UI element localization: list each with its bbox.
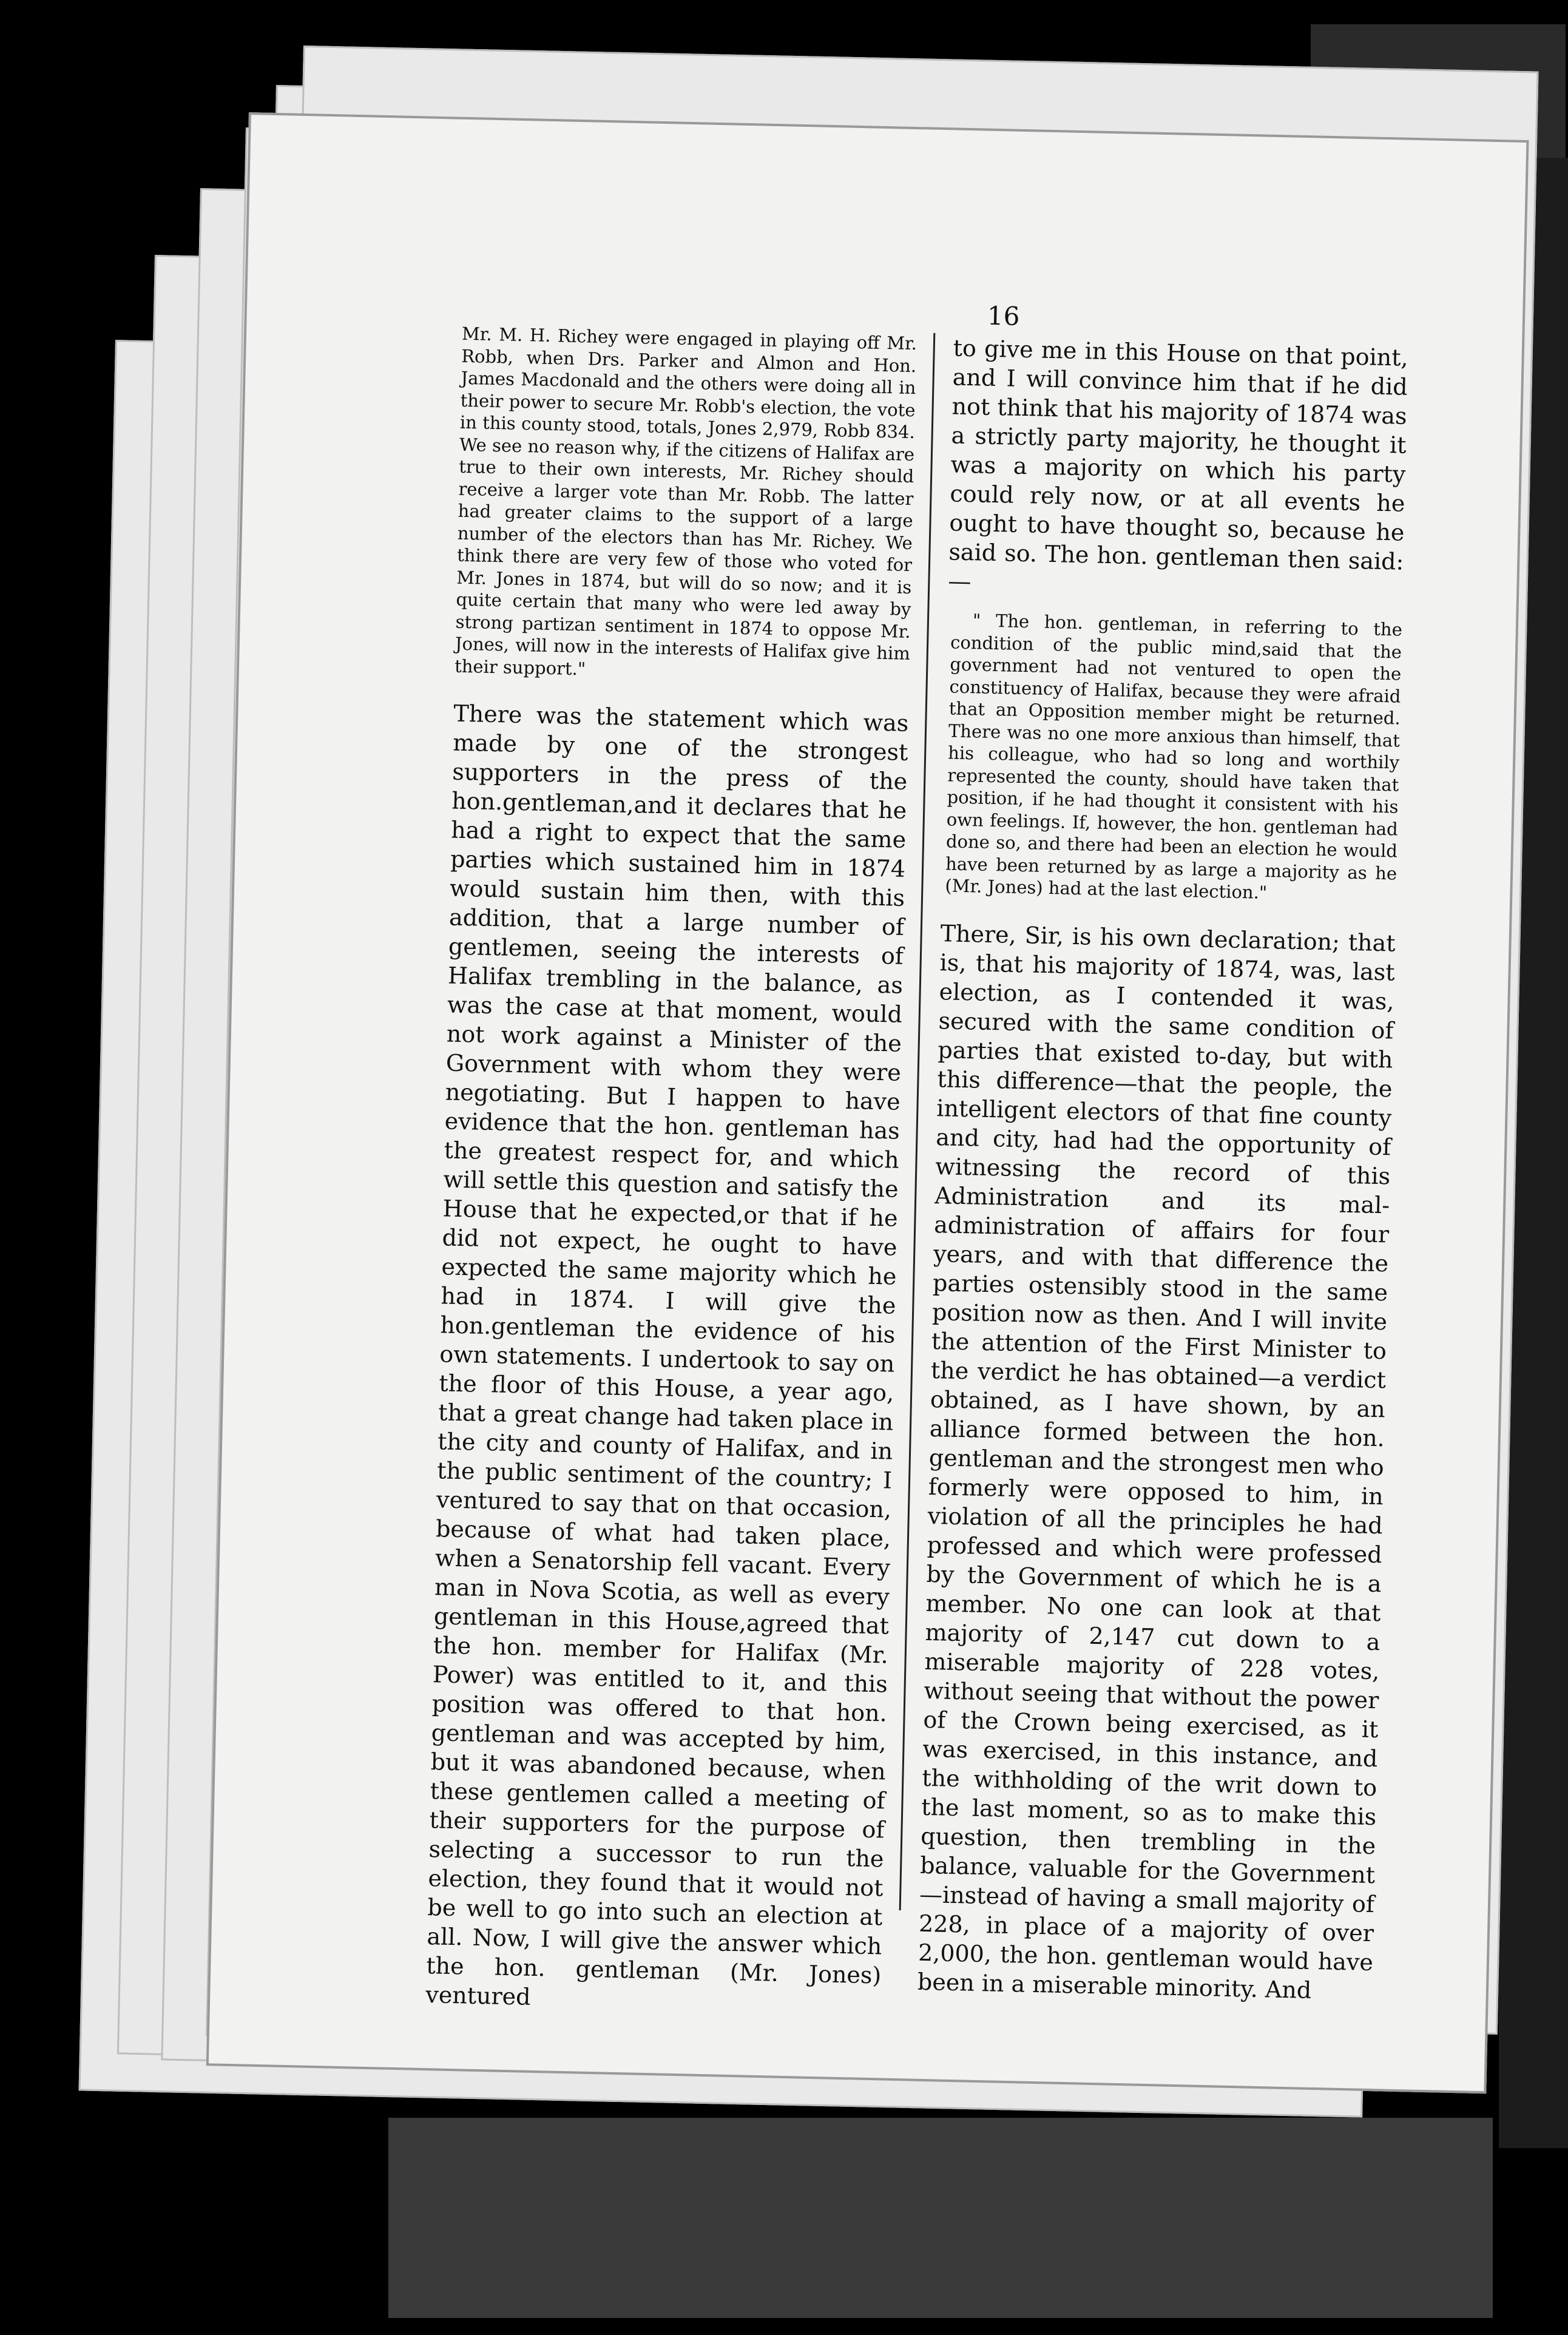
body-paragraph: There, Sir, is his own declaration; that is, that his majority of 1874, was, last election, as I contended it was, secured with the same condition of parties that existed to-day, but with this difference—that the people, the intelligent electors of that fine county and city, had had the opportunity of witnessing the record of this Administration and its mal-administration of affairs for four years, and with that difference the parties ostensibly stood in the same position now as then. And I will invite the attention of the First Minister to the verdict he has obtained—a verdict obtained, as I have shown, by an alliance formed between the hon. gentleman and the strongest men who formerly were opposed to him, in violation of all the principles he had professed and which were professed by the Government of which he is a member. No one can look at that majority of 2,147 cut down to a miserable majority of 228 votes, without seeing that without the power of the Crown being exercised, as it was exercised, in this instance, and the withholding of the writ down to the last moment, so as to make this question, then trembling in the balance, valuable for the Government—instead of having a small majority of 228, in place of a majority of over 2,000, the hon. gentleman would have been in a miserable minority. And (917, 919, 1396, 2004)
body-paragraph: to give me in this House on that point, and I will convince him that if he did not think that his majority of 1874 was a strictly party majority, he thought it was a majority on which his party could rely now, or at all events he ought to have thought so, because he said so. The hon. gentleman then said:— (947, 334, 1409, 595)
right-column (917, 333, 1408, 2019)
left-column (425, 323, 917, 2033)
book-cover-edge (388, 2118, 1493, 2318)
body-paragraph: There was the statement which was made by one of the strongest supporters in the press of the hon.gentleman,and it declares that he had a right to expect that the same parties which sustained him in 1874 would sustain him then, with this addition, that a large number of gentlemen, seeing the interests of Halifax trembling in the balance, as was the case at that moment, would not work against a Minister of the Government with whom they were negotiating. But I happen to have evidence that the hon. gentleman has the greatest respect for, and which will settle this question and satisfy the House that he expected,or that if he did not expect, he ought to have expected the same majority which he had in 1874. I will give the hon.gentleman the evidence of his own statements. I undertook to say on the floor of this House, a year ago, that a great change had taken place in the city and county of Halifax, and in the public sentiment of the country; I ventured to say that on that occasion, because of what had taken place, when a Senatorship fell vacant. Every man in Nova Scotia, as well as every gentleman in this House,agreed that the hon. member for Halifax (Mr. Power) was entitled to it, and this position was offered to that hon. gentleman and was accepted by him, but it was abandoned because, when these gentlemen called a meeting of their supporters for the purpose of selecting a successor to run the election, they found that it would not be well to go into such an election at all. Now, I will give the answer which the hon. gentleman (Mr. Jones) ventured (425, 700, 909, 2010)
quoted-passage: " The hon. gentleman, in referring to the condition of the public mind,said that the government had not ventured to open the constituency of Halifax, because they were afraid that an Opposition member might be returned. There was no one more anxious than himself, that his colleague, who had so long and worthily represented the county, should have taken that position, if he had thought it consistent with his own feelings. If, however, the hon. gentleman had done so, and there had been an election he would have been returned by as large a majority as he (Mr. Jones) had at the last election." (945, 610, 1403, 903)
page-number: 16 (987, 300, 1020, 331)
document-page (206, 112, 1529, 2093)
quoted-passage: Mr. M. H. Richey were engaged in playing off Mr. Robb, when Drs. Parker and Almon and Hon. James Macdonald and the others were doing all in their power to secure Mr. Robb's election, the vote in this county stood, totals, Jones 2,979, Robb 834. We see no reason why, if the citizens of Halifax are true to their own interests, Mr. Richey should receive a larger vote than Mr. Robb. The latter had greater claims to the support of a large number of the electors than has Mr. Richey. We think there are very few of those who voted for Mr. Jones in 1874, but will do so now; and it is quite certain that many who were led away by strong partizan sentiment in 1874 to oppose Mr. Jones, will now in the interests of Halifax give him their support." (454, 323, 917, 679)
